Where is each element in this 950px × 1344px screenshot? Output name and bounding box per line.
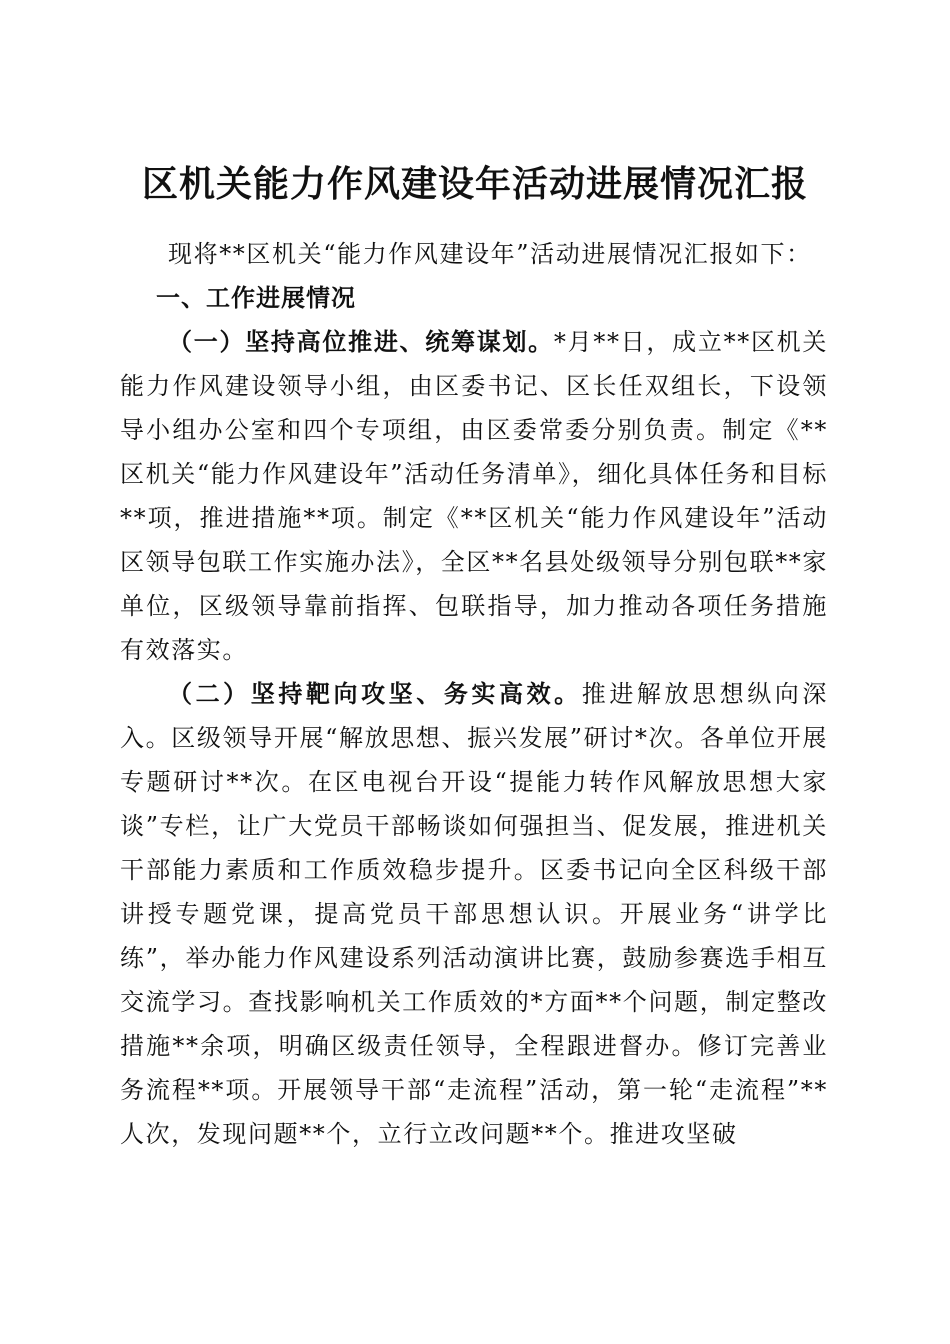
paragraph-2-text: 推进解放思想纵向深入。区级领导开展“解放思想、振兴发展”研讨*次。各单位开展专题研讨**次。在区电视台开设“提能力转作风解放思想大家谈”专栏，让广大党员干部畅谈如何强担当、促发展，推进机关干部能力素质和工作质效稳步提升。区委书记向全区科级干部讲授专题党课，提高党员干部思想认识。开展业务“讲学比练”，举办能力作风建设系列活动演讲比赛，鼓励参赛选手相互交流学习。查找影响机关工作质效的*方面**个问题，制定整改措施**余项，明确区级责任领导，全程跟进督办。修订完善业务流程**项。开展领导干部“走流程”活动，第一轮“走流程”**人次，发现问题**个，立行立改问题**个。推进攻坚破 [120, 680, 828, 1148]
paragraph-1 [120, 320, 828, 672]
document-body [120, 232, 828, 1156]
paragraph-1-lead: （一）坚持高位推进、统筹谋划。 [168, 327, 554, 356]
paragraph-1-text: *月**日，成立**区机关能力作风建设领导小组，由区委书记、区长任双组长，下设领导小组办公室和四个专项组，由区委常委分别负责。制定《**区机关“能力作风建设年”活动任务清单》，细化具体任务和目标**项，推进措施**项。制定《**区机关“能力作风建设年”活动区领导包联工作实施办法》，全区**名县处级领导分别包联**家单位，区级领导靠前指挥、包联指导，加力推动各项任务措施有效落实。 [120, 328, 828, 664]
intro-paragraph: 现将**区机关“能力作风建设年”活动进展情况汇报如下： [168, 240, 812, 268]
document-title: 区机关能力作风建设年活动进展情况汇报 [141, 163, 808, 206]
paragraph-2 [120, 672, 828, 1156]
section-heading: 一、工作进展情况 [156, 284, 356, 312]
paragraph-2-lead: （二）坚持靶向攻坚、务实高效。 [168, 679, 582, 708]
